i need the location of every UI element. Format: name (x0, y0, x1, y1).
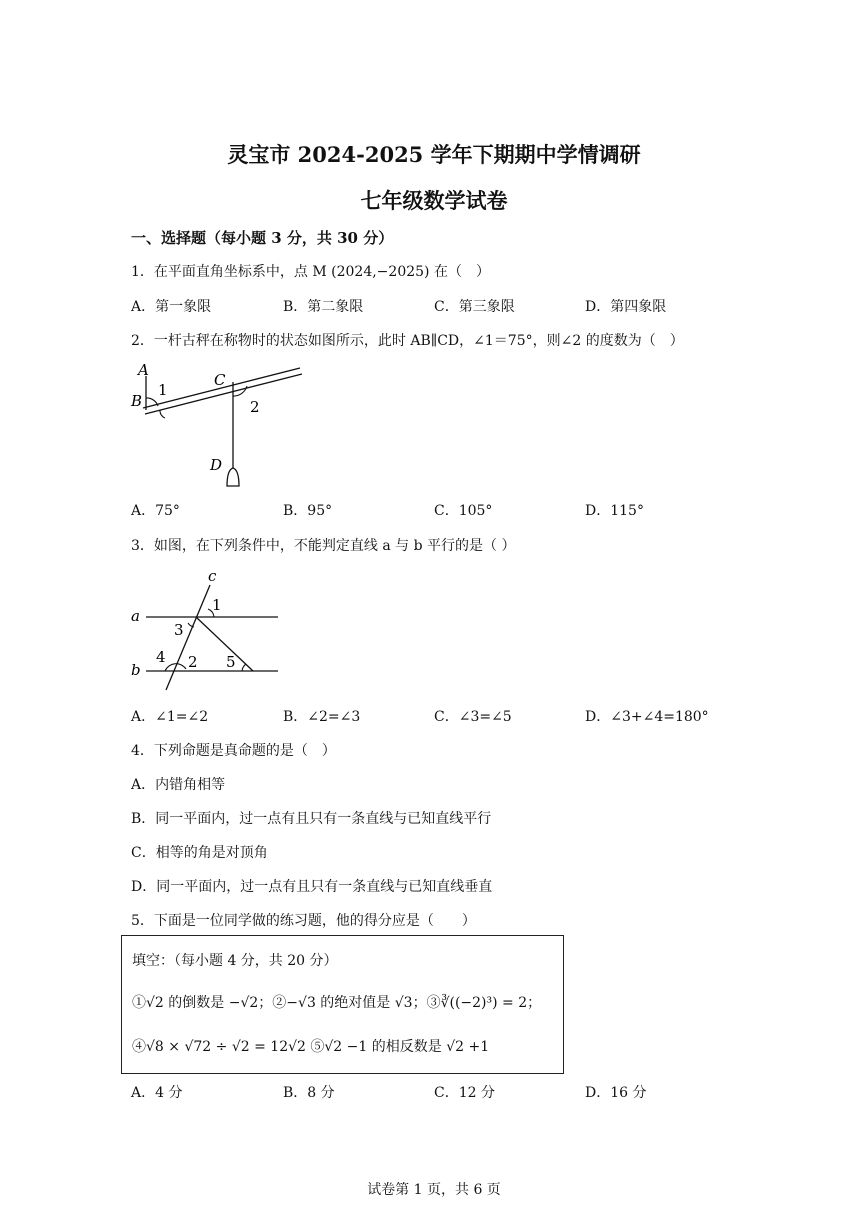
q2-option-a: A．75° (131, 503, 180, 519)
label-b: B (131, 392, 143, 410)
q3-option-d: D．∠3+∠4=180° (585, 709, 709, 725)
label-angle-2: 2 (250, 398, 260, 416)
q1-option-a: A．第一象限 (131, 299, 212, 315)
box-line-3: ④√8 × √72 ÷ √2 = 12√2 ⑤√2 −1 的相反数是 √2 +1 (132, 1039, 490, 1055)
q4-option-c: C．相等的角是对顶角 (131, 845, 268, 861)
q1-option-d: D．第四象限 (585, 299, 667, 315)
box-line-2: ①√2 的倒数是 −√2；②−√3 的绝对值是 √3；③∛((−2)³) = 2； (132, 995, 542, 1011)
label-line-b: b (131, 661, 141, 679)
scale-figure (128, 358, 308, 493)
q2-option-d: D．115° (585, 503, 644, 519)
q5-option-d: D．16 分 (585, 1085, 647, 1101)
q4-option-b: B．同一平面内，过一点有且只有一条直线与已知直线平行 (131, 811, 492, 827)
exam-title: 灵宝市 2024-2025 学年下期期中学情调研 (227, 142, 641, 167)
q4-option-a: A．内错角相等 (131, 777, 226, 793)
label-line-c: c (208, 567, 217, 585)
q3-option-a: A．∠1=∠2 (131, 709, 209, 725)
exercise-box (121, 935, 564, 1074)
label-d: D (210, 456, 223, 474)
label-angle-1: 1 (212, 596, 222, 614)
q5-option-c: C．12 分 (434, 1085, 495, 1101)
label-angle-2: 2 (188, 653, 198, 671)
question-4-stem: 4．下列命题是真命题的是（ ） (131, 743, 336, 759)
exam-subtitle: 七年级数学试卷 (360, 188, 508, 213)
label-line-a: a (131, 607, 140, 625)
page-footer: 试卷第 1 页，共 6 页 (367, 1182, 501, 1198)
question-5-stem: 5．下面是一位同学做的练习题，他的得分应是（ ） (131, 913, 476, 929)
q2-option-c: C．105° (434, 503, 493, 519)
label-a: A (138, 361, 149, 379)
question-2-stem: 2．一杆古秤在称物时的状态如图所示，此时 AB∥CD，∠1＝75°，则∠2 的度数为（ ） (131, 333, 684, 349)
q4-option-d: D．同一平面内，过一点有且只有一条直线与已知直线垂直 (131, 879, 493, 895)
label-angle-5: 5 (226, 653, 236, 671)
label-angle-1: 1 (158, 381, 168, 399)
box-line-1: 填空：（每小题 4 分，共 20 分） (132, 953, 338, 969)
q1-option-c: C．第三象限 (434, 299, 515, 315)
parallel-lines-figure (128, 565, 288, 695)
label-c: C (214, 371, 226, 389)
section-heading: 一、选择题（每小题 3 分，共 30 分） (131, 229, 394, 247)
q5-option-b: B．8 分 (283, 1085, 335, 1101)
q5-option-a: A．4 分 (131, 1085, 183, 1101)
label-angle-3: 3 (174, 621, 184, 639)
q3-option-b: B．∠2=∠3 (283, 709, 361, 725)
label-angle-4: 4 (156, 648, 166, 666)
q2-option-b: B．95° (283, 503, 333, 519)
q3-option-c: C．∠3=∠5 (434, 709, 512, 725)
question-1-stem: 1．在平面直角坐标系中，点 M (2024,−2025) 在（ ） (131, 264, 490, 280)
q1-option-b: B．第二象限 (283, 299, 364, 315)
question-3-stem: 3．如图，在下列条件中，不能判定直线 a 与 b 平行的是（ ） (131, 538, 516, 554)
